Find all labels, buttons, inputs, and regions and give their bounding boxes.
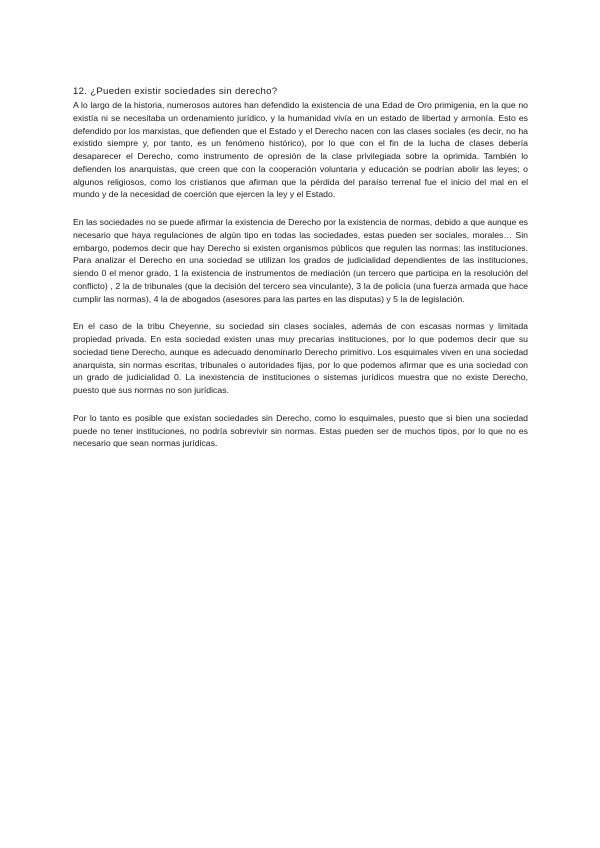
paragraph-grados-judicialidad: En las sociedades no se puede afirmar la existencia de Derecho por la existencia de normas, debido a que aunque es necesario que haya regulaciones de algún tipo en todas las sociedades, estas pueden ser sociales, morales… Sin embargo, podemos decir que hay Derecho si existen organismos públicos que regulen las normas: las instituciones. Para analizar el Derecho en una sociedad se utilizan los grados de judicialidad dependientes de las instituciones, siendo 0 el menor grado, 1 la existencia de instrumentos de mediación (un tercero que participa en la resolución del conflicto) , 2 la de tribunales (que la decisión del tercero sea vinculante), 3 la de policía (una fuerza armada que hace cumplir las normas), 4 la de abogados (asesores para las partes en las disputas) y 5 la de legislación. [73, 217, 528, 304]
section-heading: 12. ¿Pueden existir sociedades sin derecho? [73, 86, 278, 97]
paragraph-cheyenne-esquimales: En el caso de la tribu Cheyenne, su sociedad sin clases sociales, además de con escasas normas y limitada propiedad privada. En esta sociedad existen unas muy precarias instituciones, por lo que podemos decir que su sociedad tiene Derecho, aunque es adecuado denominarlo Derecho primitivo. Los esquimales viven en una sociedad anarquista, sin normas escritas, tribunales o autoridades fijas, por lo que podemos afirmar que es una sociedad con un grado de judicialidad 0. La inexistencia de instituciones o sistemas jurídicos muestra que no existe Derecho, puesto que sus normas no son jurídicas. [73, 321, 528, 395]
paragraph-conclusion: Por lo tanto es posible que existan sociedades sin Derecho, como lo esquimales, puesto que si bien una sociedad puede no tener instituciones, no podría sobrevivir sin normas. Estas pueden ser de muchos tipos, por lo que no es necesario que sean normas jurídicas. [73, 412, 528, 449]
paragraph-edad-de-oro: A lo largo de la historia, numerosos autores han defendido la existencia de una Edad de Oro primigenia, en la que no existía ni se necesitaba un ordenamiento jurídico, y la humanidad vivía en un estado de libertad y armonía. Esto es defendido por los marxistas, que defienden que el Estado y el Derecho nacen con las clases sociales (es decir, no ha existido siempre y, por tanto, es un fenómeno histórico), por lo que con el fin de la lucha de clases debería desaparecer el Derecho, como instrumento de opresión de la clase privilegiada sobre la oprimida. También lo defienden los anarquistas, que creen que con la cooperación voluntaria y educación se podrían abolir las leyes; o algunos religiosos, como los cristianos que afirman que la pérdida del paraíso terrenal fue el inicio del mal en el mundo y de la necesidad de coerción que ejercen la ley y el Estado. [73, 100, 528, 200]
document-page [73, 86, 528, 465]
